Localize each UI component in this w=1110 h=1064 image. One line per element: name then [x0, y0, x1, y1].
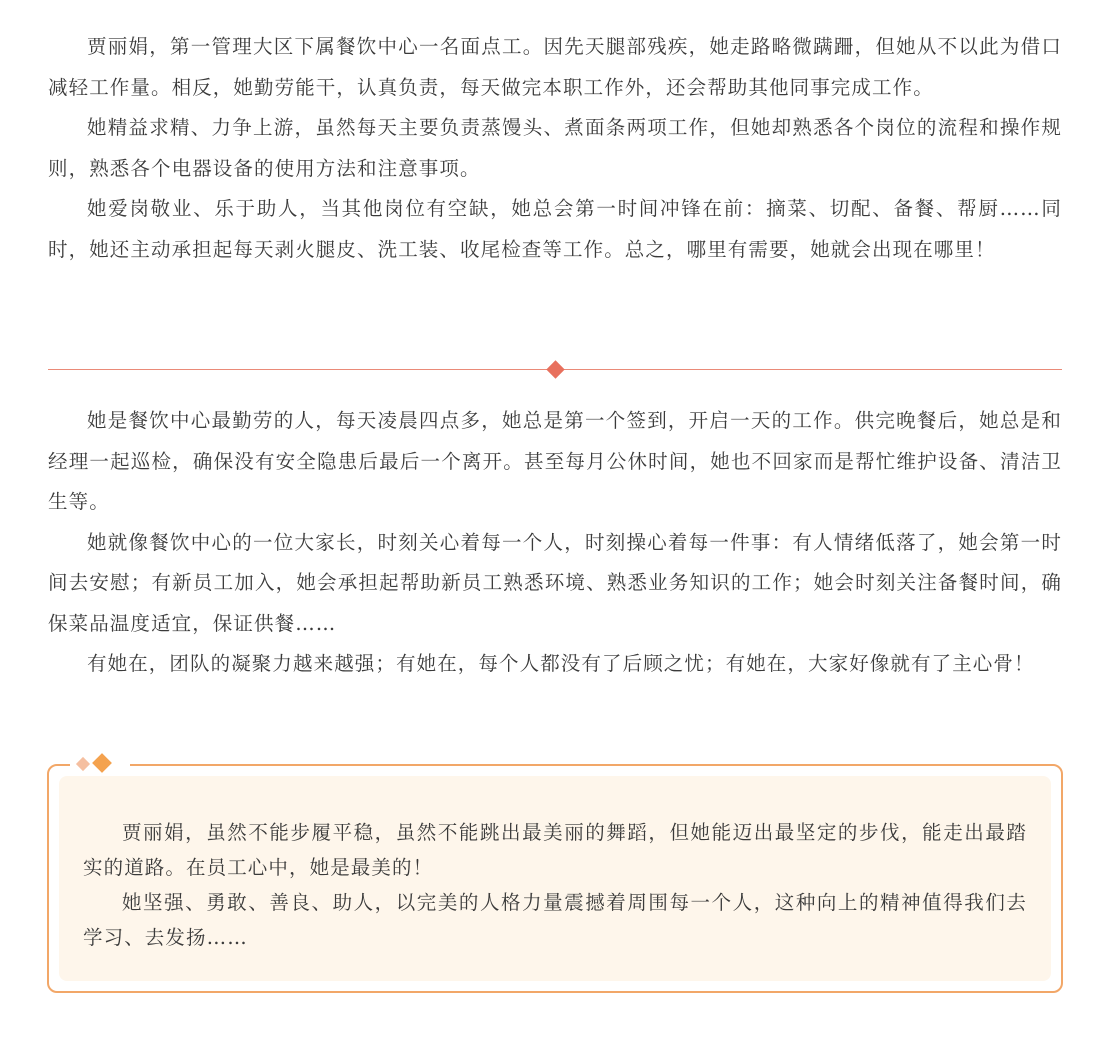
paragraph: 有她在，团队的凝聚力越来越强；有她在，每个人都没有了后顾之忧；有她在，大家好像就有了主心骨！: [87, 652, 1035, 675]
paragraph: 贾丽娟，虽然不能步履平稳，虽然不能跳出最美丽的舞蹈，但她能迈出最坚定的步伐，能走出最踏实的道路。在员工心中，她是最美的！: [83, 821, 1027, 879]
summary-card-background: [59, 776, 1051, 981]
paragraph: 她精益求精、力争上游，虽然每天主要负责蒸馒头、煮面条两项工作，但她却熟悉各个岗位的流程和操作规则，熟悉各个电器设备的使用方法和注意事项。: [48, 116, 1062, 180]
summary-card: [47, 764, 1063, 993]
paragraph: 她是餐饮中心最勤劳的人，每天凌晨四点多，她总是第一个签到，开启一天的工作。供完晚餐后，她总是和经理一起巡检，确保没有安全隐患后最后一个离开。甚至每月公休时间，她也不回家而是帮忙维护设备、清洁卫生等。: [48, 409, 1062, 513]
paragraph: 她就像餐饮中心的一位大家长，时刻关心着每一个人，时刻操心着每一件事：有人情绪低落了，她会第一时间去安慰；有新员工加入，她会承担起帮助新员工熟悉环境、熟悉业务知识的工作；她会时刻关注备餐时间，确保菜品温度适宜，保证供餐……: [48, 530, 1062, 635]
article-section-2: [48, 401, 1062, 685]
paragraph: 她爱岗敬业、乐于助人，当其他岗位有空缺，她总会第一时间冲锋在前：摘菜、切配、备餐、帮厨……同时，她还主动承担起每天剥火腿皮、洗工装、收尾检查等工作。总之，哪里有需要，她就会出现在哪里！: [48, 197, 1062, 261]
paragraph: 贾丽娟，第一管理大区下属餐饮中心一名面点工。因先天腿部残疾，她走路略微蹒跚，但她从不以此为借口减轻工作量。相反，她勤劳能干，认真负责，每天做完本职工作外，还会帮助其他同事完成工作。: [48, 35, 1062, 99]
divider-diamond-icon: [546, 360, 564, 378]
article-section-1: [48, 27, 1062, 270]
summary-card-text: [83, 815, 1027, 955]
paragraph: 她坚强、勇敢、善良、助人，以完美的人格力量震撼着周围每一个人，这种向上的精神值得我们去学习、去发扬……: [83, 891, 1027, 949]
